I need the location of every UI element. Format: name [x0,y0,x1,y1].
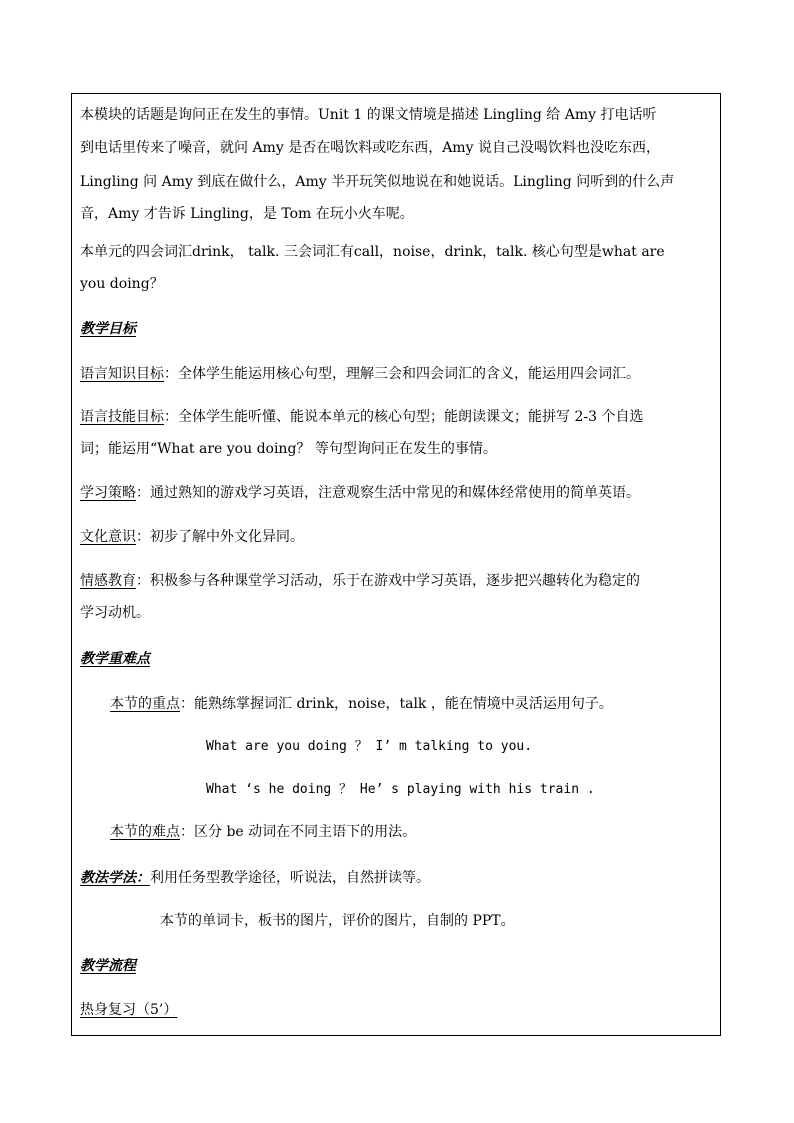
difficulty-point [110,822,416,842]
strategy-goal [80,483,640,503]
vocab-line-1: 本单元的四会词汇drink， talk. 三会词汇有call，noise，drink，talk. 核心句型是what are [80,244,665,260]
focus-text: ：能熟练掌握词汇 drink，noise，talk ，能在情境中灵活运用句子。 [180,696,613,712]
culture-goal [80,527,304,547]
keypoints-heading: 教学重难点 [80,651,150,667]
emotion-goal [80,571,640,591]
materials-line: 本节的单词卡，板书的图片，评价的图片，自制的 PPT。 [160,913,515,929]
difficulty-text: ：区分 be 动词在不同主语下的用法。 [180,824,417,840]
goals-heading: 教学目标 [80,321,136,337]
document-frame [71,93,721,1036]
culture-label: 文化意识 [80,529,136,545]
difficulty-label: 本节的难点 [110,824,180,840]
skills-goal [80,407,643,427]
emotion-label: 情感教育 [80,573,136,589]
strategy-text: ：通过熟知的游戏学习英语，注意观察生活中常见的和媒体经常使用的简单英语。 [136,485,640,501]
culture-text: ：初步了解中外文化异同。 [136,529,304,545]
warmup-heading: 热身复习（5’） [80,1002,178,1018]
process-heading: 教学流程 [80,958,136,974]
intro-line-1: 本模块的话题是询问正在发生的事情。Unit 1 的课文情境是描述 Lingling 给 Amy 打电话听 [80,107,657,123]
intro-line-2: 到电话里传来了噪音，就问 Amy 是否在喝饮料或吃东西，Amy 说自己没喝饮料也没吃东西， [80,140,660,156]
strategy-label: 学习策略 [80,485,136,501]
intro-line-4: 音，Amy 才告诉 Lingling，是 Tom 在玩小火车呢。 [80,206,414,222]
method-label: 教法学法： [80,870,150,886]
skills-text: ：全体学生能听懂、能说本单元的核心句型；能朗读课文；能拼写 2-3 个自选 [164,409,644,425]
skills-goal-line-2: 词；能运用“What are you doing？ 等句型询问正在发生的事情。 [80,441,497,457]
skills-label: 语言技能目标 [80,409,164,425]
intro-line-3: Lingling 问 Amy 到底在做什么，Amy 半开玩笑似地说在和她说话。Lingling 问听到的什么声 [80,174,675,190]
example-sentence-2: What ‘s he doing ？ He’ s playing with his train . [206,782,595,797]
emotion-text: ：积极参与各种课堂学习活动，乐于在游戏中学习英语，逐步把兴趣转化为稳定的 [136,573,640,589]
focus-label: 本节的重点 [110,696,180,712]
method-text: 利用任务型教学途径，听说法，自然拼读等。 [150,870,430,886]
method-line [80,868,430,888]
emotion-goal-line-2: 学习动机。 [80,605,150,621]
knowledge-goal [80,364,640,384]
example-sentence-1: What are you doing ？ I’ m talking to you. [206,739,533,754]
vocab-line-2: you doing？ [80,276,164,292]
focus-point [110,694,613,714]
knowledge-label: 语言知识目标 [80,366,164,382]
knowledge-text: ：全体学生能运用核心句型，理解三会和四会词汇的含义，能运用四会词汇。 [164,366,640,382]
